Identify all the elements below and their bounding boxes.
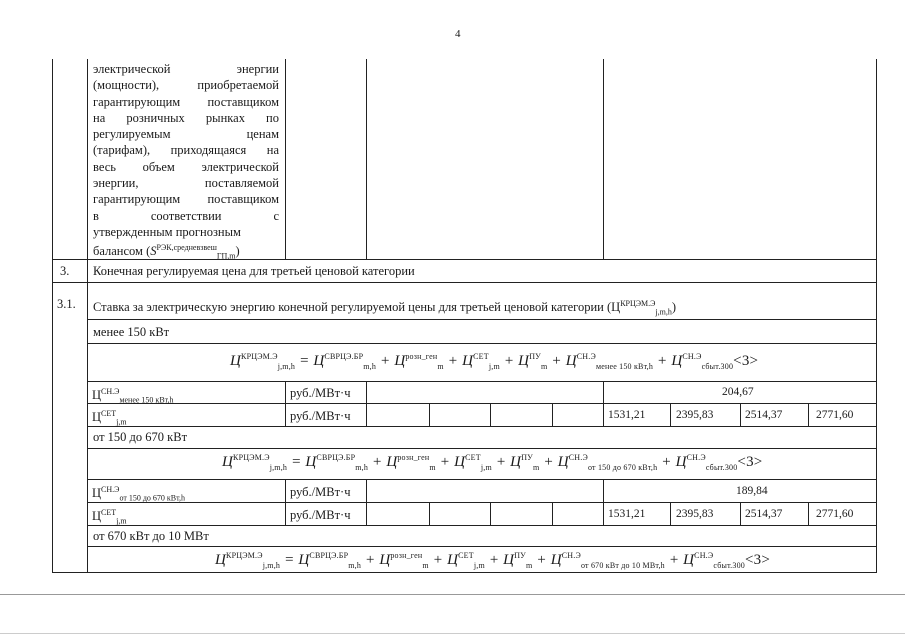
param-symbol: $Ц^{СН.Э}_{менее 150 кВт,h}$ xyxy=(92,387,174,405)
row-number-3: 3. xyxy=(60,264,70,278)
formula-2: $Ц^{КРЦЭМ.Э}_{j,m,h} = Ц^{СВРЦЭ.БР}_{m,h} + Ц^{розн\_ген}_m + Ц^{СЕТ}_{j,m} + Ц^{ПУ}_m + Ц^{СН.Э}_{от 150 до 670 кВт,h} + Ц^{СН.Э}_{сбыт.300}<3>$ xyxy=(222,453,763,472)
param-symbol: $Ц^{СЕТ}_{j,m}$ xyxy=(92,508,127,526)
value-cell: 2395,83 xyxy=(676,409,714,421)
formula-1: $Ц^{КРЦЭМ.Э}_{j,m,h} = Ц^{СВРЦЭ.БР}_{m,h} + Ц^{розн\_ген}_m + Ц^{СЕТ}_{j,m} + Ц^{ПУ}_m + Ц^{СН.Э}_{менее 150 кВт,h} + Ц^{СН.Э}_{сбыт.300}<3>$ xyxy=(230,352,759,371)
page-edge-line xyxy=(0,633,905,634)
param-symbol: $Ц^{СН.Э}_{от 150 до 670 кВт,h}$ xyxy=(92,485,186,503)
balance-line: балансом $(S^{РЭК,средневзвеш}_{ГП,m})$ xyxy=(93,243,240,261)
section-heading-1: менее 150 кВт xyxy=(93,325,170,339)
param-symbol: $Ц^{СЕТ}_{j,m}$ xyxy=(92,409,127,427)
value-cell: 2395,83 xyxy=(676,508,714,520)
value-cell: 204,67 xyxy=(722,386,754,398)
unit-label: руб./МВт·ч xyxy=(290,508,351,522)
unit-label: руб./МВт·ч xyxy=(290,409,351,423)
value-cell: 2771,60 xyxy=(816,409,854,421)
row-continuation-text: электрической энергии (мощности), приобретаемой гарантирующим поставщиком на розничных рынках по регулируемым ценам (тарифам), приходящаяся на весь объем электрической энергии, поставляемой гарантирующим поставщиком в соответствии с утвержденным прогнозным xyxy=(93,62,279,239)
unit-label: руб./МВт·ч xyxy=(290,485,351,499)
page-edge-line xyxy=(0,594,905,595)
formula-3: $Ц^{КРЦЭМ.Э}_{j,m,h} = Ц^{СВРЦЭ.БР}_{m,h} + Ц^{розн\_ген}_m + Ц^{СЕТ}_{j,m} + Ц^{ПУ}_m + Ц^{СН.Э}_{от 670 кВт до 10 МВт,h} + Ц^{СН.Э}_{сбыт.300}<3>$ xyxy=(215,551,770,570)
section-heading-3: от 670 кВт до 10 МВт xyxy=(93,529,209,543)
row-3-1-title: Ставка за электрическую энергию конечной регулируемой цены для третьей ценовой категории $(Ц^{КРЦЭМ.Э}_{j,m,h})$ xyxy=(93,299,677,317)
value-cell: 2771,60 xyxy=(816,508,854,520)
section-heading-2: от 150 до 670 кВт xyxy=(93,430,188,444)
unit-label: руб./МВт·ч xyxy=(290,386,351,400)
value-cell: 2514,37 xyxy=(745,409,783,421)
row-3-title: Конечная регулируемая цена для третьей ценовой категории xyxy=(93,264,415,278)
value-cell: 189,84 xyxy=(736,485,768,497)
value-cell: 1531,21 xyxy=(608,508,646,520)
row-number-3-1: 3.1. xyxy=(57,297,76,311)
value-cell: 1531,21 xyxy=(608,409,646,421)
value-cell: 2514,37 xyxy=(745,508,783,520)
page-number: 4 xyxy=(455,28,461,40)
